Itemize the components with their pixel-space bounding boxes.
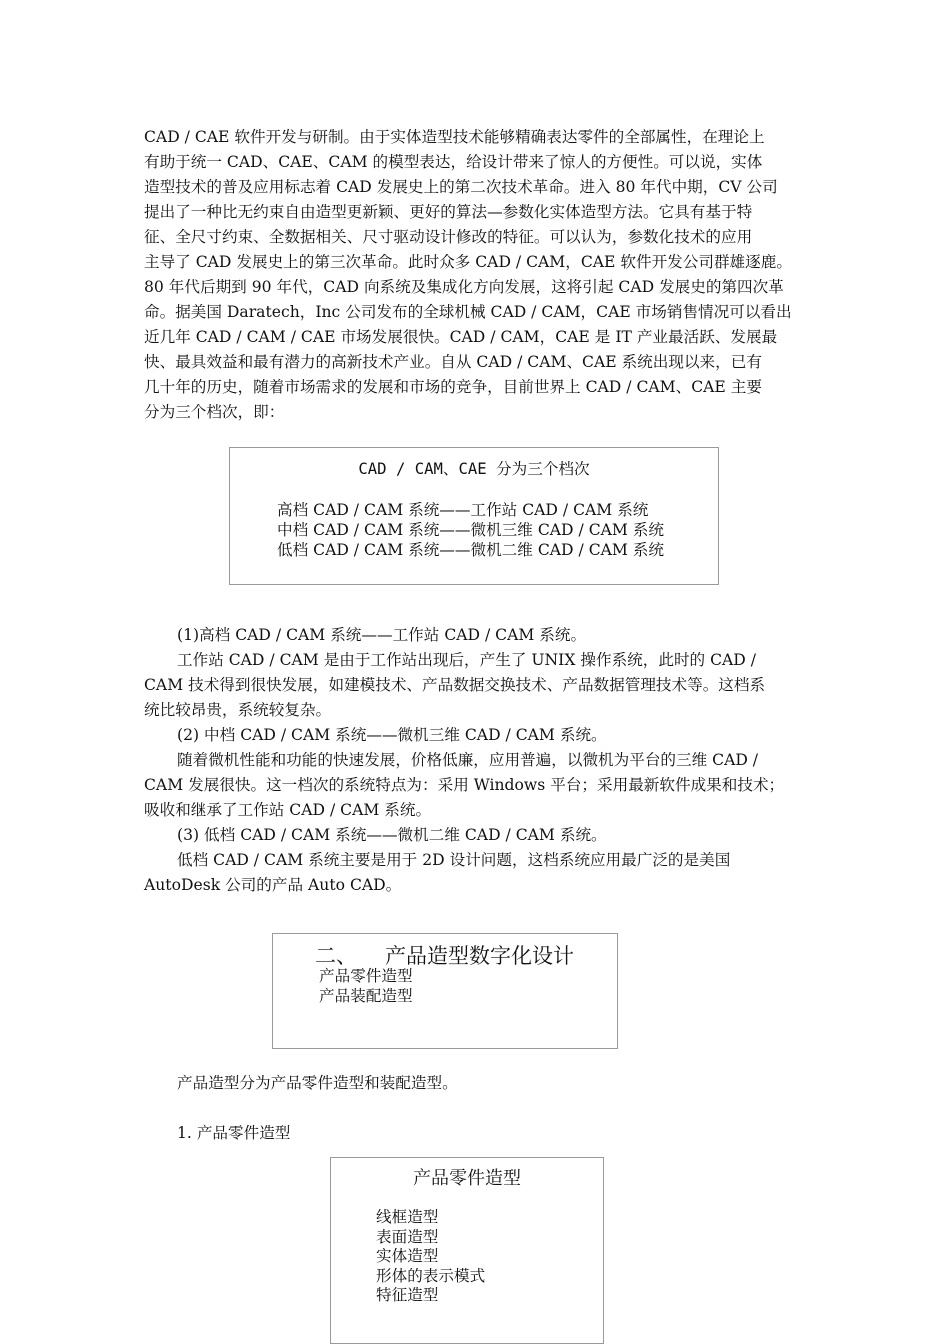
text-line: CAM 技术得到很快发展，如建模技术、产品数据交换技术、产品数据管理技术等。这档系 [144,676,766,694]
levels-box [229,447,719,585]
text-line: 80 年代后期到 90 年代，CAD 向系统及集成化方向发展，这将引起 CAD 发展史的第四次革 [144,278,784,296]
text-line: 低档 CAD / CAM 系统主要是用于 2D 设计问题，这档系统应用最广泛的是美国 [177,851,731,869]
levels-paragraph [144,623,816,898]
parts-box-item: 形体的表示模式 [376,1266,486,1285]
text-line: (2) 中档 CAD / CAM 系统——微机三维 CAD / CAM 系统。 [177,726,607,744]
text-line: 主导了 CAD 发展史上的第三次革命。此时众多 CAD / CAM，CAE 软件开发公司群雄逐鹿。 [144,253,792,271]
levels-box-item: 高档 CAD / CAM 系统——工作站 CAD / CAM 系统 [277,501,649,519]
modeling-box-item: 产品装配造型 [319,987,413,1005]
text-line: 吸收和继承了工作站 CAD / CAM 系统。 [144,801,432,819]
text-line: 分为三个档次，即： [144,403,285,421]
text-line: CAD / CAE 软件开发与研制。由于实体造型技术能够精确表达零件的全部属性，在理论上 [144,128,765,146]
text-line: 统比较昂贵，系统较复杂。 [144,701,332,719]
text-line: 随着微机性能和功能的快速发展，价格低廉，应用普遍，以微机为平台的三维 CAD / [177,751,759,769]
parts-box-item: 实体造型 [376,1247,439,1265]
modeling-intro-text: 产品造型分为产品零件造型和装配造型。 [177,1074,458,1092]
parts-box [330,1157,604,1344]
parts-box-title: 产品零件造型 [413,1168,521,1189]
text-line: 命。据美国 Daratech，Inc 公司发布的全球机械 CAD / CAM，CAE 市场销售情况可以看出 [144,303,792,321]
text-line: 提出了一种比无约束自由造型更新颖、更好的算法—参数化实体造型方法。它具有基于特 [144,203,753,221]
text-line: (3) 低档 CAD / CAM 系统——微机二维 CAD / CAM 系统。 [177,826,607,844]
text-line: 工作站 CAD / CAM 是由于工作站出现后，产生了 UNIX 操作系统，此时的 CAD / [177,651,757,669]
text-line: 近几年 CAD / CAM / CAE 市场发展很快。CAD / CAM，CAE 是 IT 产业最活跃、发展最 [144,328,778,346]
parts-box-item: 特征造型 [376,1286,439,1304]
levels-box-item: 中档 CAD / CAM 系统——微机三维 CAD / CAM 系统 [277,521,664,539]
text-line: 快、最具效益和最有潜力的高新技术产业。自从 CAD / CAM、CAE 系统出现以来，已有 [144,353,762,371]
levels-box-item: 低档 CAD / CAM 系统——微机二维 CAD / CAM 系统 [277,541,664,559]
section-title: 产品造型数字化设计 [385,944,574,968]
text-line: AutoDesk 公司的产品 Auto CAD。 [144,876,402,894]
text-line: 征、全尺寸约束、全数据相关、尺寸驱动设计修改的特征。可以认为，参数化技术的应用 [144,228,753,246]
modeling-box-item: 产品零件造型 [319,967,413,985]
modeling-box [272,933,618,1049]
subsection-heading: 1. 产品零件造型 [177,1124,291,1142]
parts-box-list [376,1208,485,1306]
parts-box-item: 表面造型 [376,1227,439,1246]
text-line: 几十年的历史，随着市场需求的发展和市场的竞争，目前世界上 CAD / CAM、CAE 主要 [144,378,762,396]
text-line: CAM 发展很快。这一档次的系统特点为：采用 Windows 平台；采用最新软件成果和技术； [144,776,785,794]
levels-box-title: CAD / CAM、CAE 分为三个档次 [358,460,590,478]
levels-box-list [277,500,664,560]
intro-paragraph [144,125,816,425]
text-line: 有助于统一 CAD、CAE、CAM 的模型表达，给设计带来了惊人的方便性。可以说，实体 [144,153,763,171]
text-line: 造型技术的普及应用标志着 CAD 发展史上的第二次技术革命。进入 80 年代中期，CV 公司 [144,178,778,196]
modeling-box-list [319,966,413,1006]
parts-box-item: 线框造型 [376,1208,439,1226]
text-line: (1)高档 CAD / CAM 系统——工作站 CAD / CAM 系统。 [177,626,587,644]
section-number: 二、 [315,944,357,968]
